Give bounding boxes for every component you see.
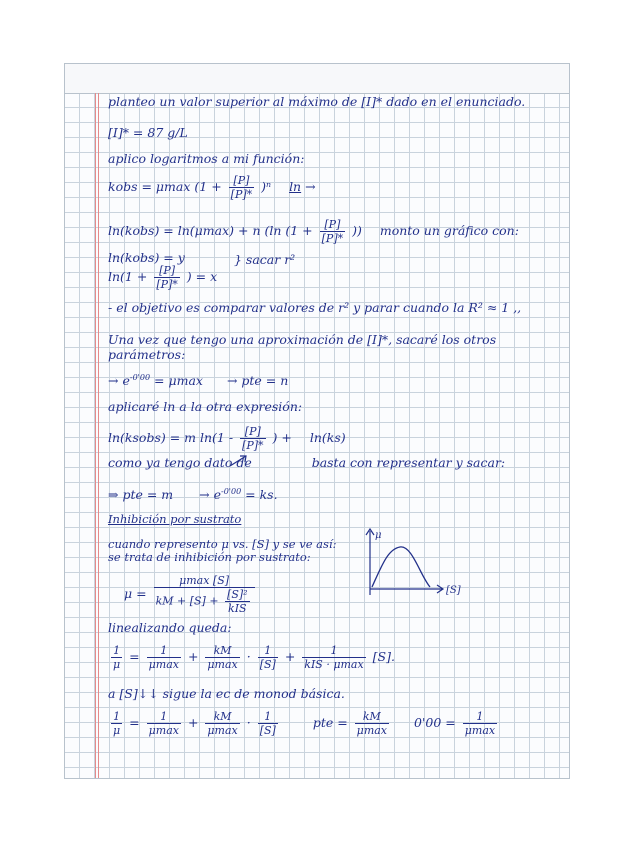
slope-arrow-icon xyxy=(228,452,252,468)
margin-line-right xyxy=(98,93,99,778)
note-line: aplico logaritmos a mi función: xyxy=(108,151,305,166)
equation-ln-kobs: ln(kobs) = ln(μmax) + n (ln (1 + $\frac{[P]}{[P]*}$ )) monto un gráfico con: xyxy=(108,218,519,245)
note-line: → $e^{-0'00} = \mu\max$ → pte = n xyxy=(108,373,289,389)
note-line: linealizando queda: xyxy=(108,620,232,635)
note-line: - el objetivo es comparar valores de r² y parar cuando la R² ≈ 1 ,, xyxy=(108,300,522,315)
note-line: } sacar r² xyxy=(234,252,296,267)
margin-line-left xyxy=(95,93,96,778)
equation-mu: μ = μmax [S] kM + [S] + $\frac{\text{[S]²}}{\text{kIS}}$ xyxy=(108,574,258,615)
note-line: parámetros: xyxy=(108,347,186,362)
note-line: como ya tengo dato de basta con representar y sacar: xyxy=(108,455,506,470)
note-line: [I]* = 87 g/L xyxy=(108,125,188,140)
equation-ln-ksobs: ln(ksobs) = m ln(1 - $\frac{[P]}{[P]*}$ ) + ln(ks) xyxy=(108,425,346,452)
substrate-inhibition-sketch xyxy=(362,525,472,600)
note-line: ln(1 + $\frac{[P]}{[P]*}$ ) = x xyxy=(108,264,218,291)
note-line: ⇒ pte = $m \to e^{-0'00}$ = ks. xyxy=(108,487,278,503)
notebook-page xyxy=(64,63,570,779)
equation-kobs: kobs = μmax (1 + $\frac{[P]}{[P]*}$ )ⁿ ln → xyxy=(108,174,316,201)
note-line: a [S]↓↓ sigue la ec de monod básica. xyxy=(108,686,345,701)
note-line: aplicaré ln a la otra expresión: xyxy=(108,399,303,414)
equation-monod: $\frac{1}{\mu}$ = $\frac{1}{\mu\max}$ + $\frac{kM}{\mu\max}$ · $\frac{1}{[S]}$ pte = $\frac{kM}{\mu\max}$ 0'00 = $\frac{1}{\mu\max}$ xyxy=(113,710,496,737)
inhibition-curve xyxy=(372,547,430,587)
graph-y-label: μ xyxy=(375,530,382,541)
section-heading: Inhibición por sustrato xyxy=(108,512,242,526)
note-line: se trata de inhibición por sustrato: xyxy=(108,550,311,564)
note-line: cuando represento μ vs. [S] y se ve así: xyxy=(108,537,337,551)
note-line: Una vez que tengo una aproximación de [I]*, sacaré los otros xyxy=(108,332,497,347)
page-header-band xyxy=(65,64,569,94)
equation-linearized: $\frac{1}{\mu}$ = $\frac{1}{\mu\max}$ + $\frac{kM}{\mu\max}$ · $\frac{1}{[S]}$ + $\frac{1}{\text{kIS · μmax}}$ [S]. xyxy=(113,644,395,671)
note-line: planteo un valor superior al máximo de [I]* dado en el enunciado. xyxy=(108,94,526,109)
graph-x-label: [S] xyxy=(446,585,461,596)
note-line: ln(kobs) = y xyxy=(108,250,185,265)
